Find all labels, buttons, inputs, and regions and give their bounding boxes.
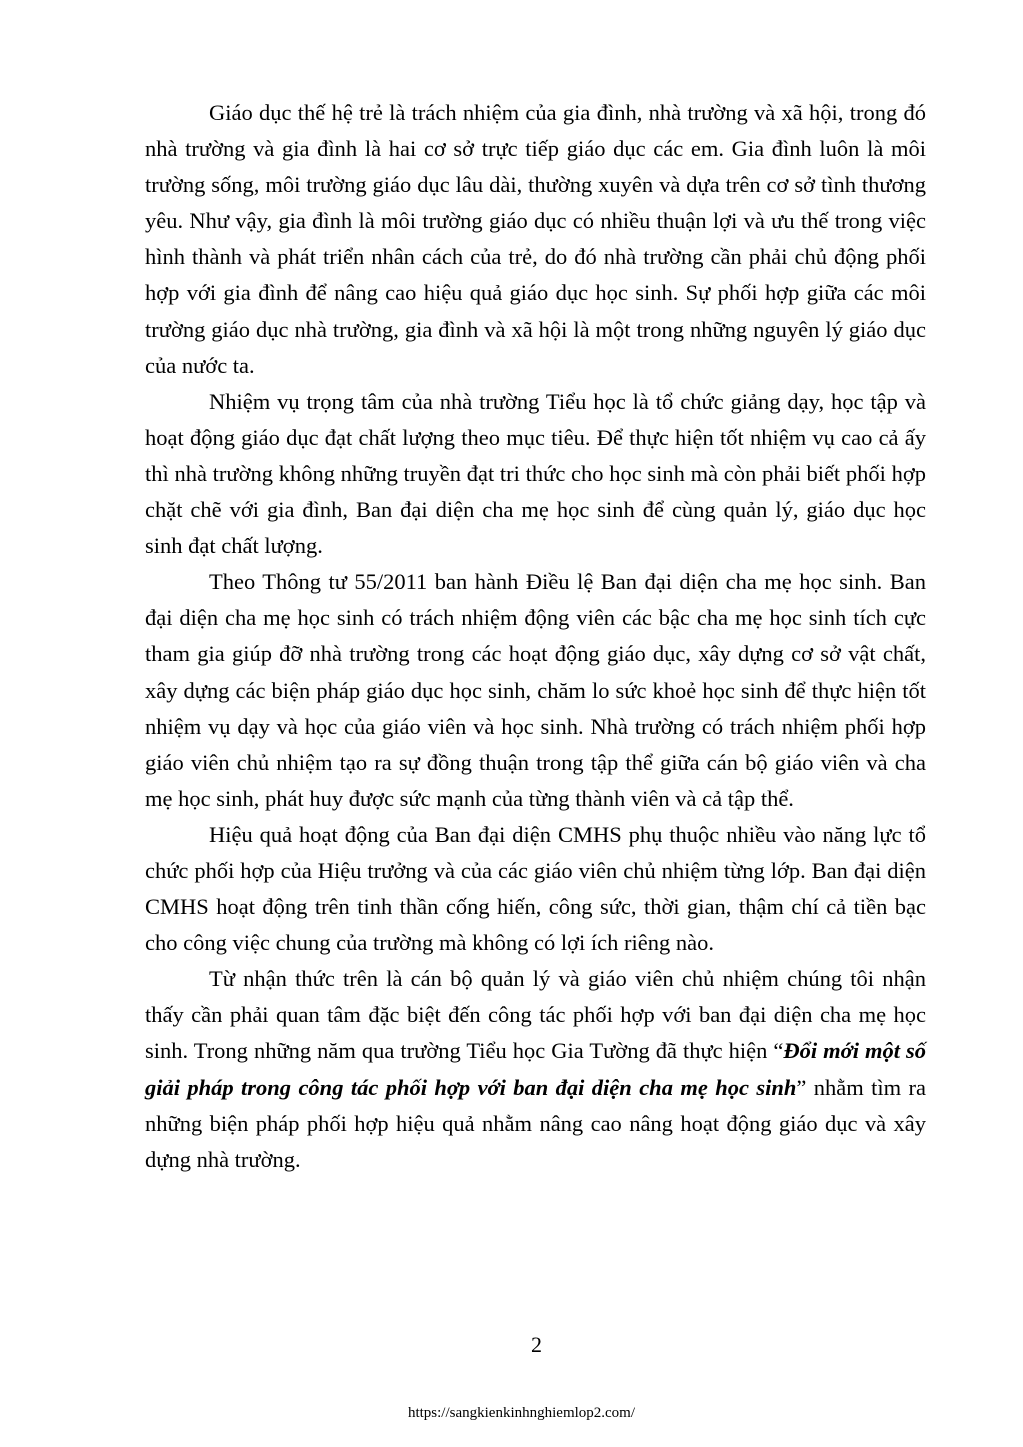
footer-url-link[interactable]: https://sangkienkinhnghiemlop2.com/ [407, 1405, 636, 1421]
paragraph-1: Giáo dục thế hệ trẻ là trách nhiệm của gia đình, nhà trường và xã hội, trong đó nhà trường và gia đình là hai cơ sở trực tiếp giáo dục các em. Gia đình luôn là môi trường sống, môi trường giáo dục lâu dài, thường xuyên và dựa trên cơ sở tình thương yêu. Như vậy, gia đình là môi trường giáo dục có nhiều thuận lợi và ưu thế trong việc hình thành và phát triển nhân cách của trẻ, do đó nhà trường cần phải chủ động phối hợp với gia đình để nâng cao hiệu quả giáo dục học sinh. Sự phối hợp giữa các môi trường giáo dục nhà trường, gia đình và xã hội là một trong những nguyên lý giáo dục của nước ta. [145, 100, 926, 378]
page-number: 2 [531, 1332, 542, 1357]
document-body [145, 95, 926, 1178]
paragraph-5-emphasis-title: Đổi mới một số giải pháp trong công tác phối hợp với ban đại diện cha mẹ học sinh [145, 1038, 926, 1100]
paragraph-4: Hiệu quả hoạt động của Ban đại diện CMHS phụ thuộc nhiều vào năng lực tổ chức phối hợp của Hiệu trưởng và của các giáo viên chủ nhiệm từng lớp. Ban đại diện CMHS hoạt động trên tinh thần cống hiến, công sức, thời gian, thậm chí cả tiền bạc cho công việc chung của trường mà không có lợi ích riêng nào. [145, 821, 926, 956]
paragraph-2: Nhiệm vụ trọng tâm của nhà trường Tiểu học là tổ chức giảng dạy, học tập và hoạt động giáo dục đạt chất lượng theo mục tiêu. Để thực hiện tốt nhiệm vụ cao cả ấy thì nhà trường không những truyền đạt tri thức cho học sinh mà còn phải biết phối hợp chặt chẽ với gia đình, Ban đại diện cha mẹ học sinh để cùng quản lý, giáo dục học sinh đạt chất lượng. [145, 388, 926, 559]
paragraph-3: Theo Thông tư 55/2011 ban hành Điều lệ Ban đại diện cha mẹ học sinh. Ban đại diện cha mẹ học sinh có trách nhiệm động viên các bậc cha mẹ học sinh tích cực tham gia giúp đỡ nhà trường trong các hoạt động giáo dục, xây dựng cơ sở vật chất, xây dựng các biện pháp giáo dục học sinh, chăm lo sức khoẻ học sinh để thực hiện tốt nhiệm vụ dạy và học của giáo viên và học sinh. Nhà trường có trách nhiệm phối hợp giáo viên chủ nhiệm tạo ra sự đồng thuận trong tập thể giữa cán bộ giáo viên và cha mẹ học sinh, phát huy được sức mạnh của từng thành viên và cả tập thể. [145, 569, 926, 811]
paragraph-5 [145, 961, 926, 1178]
paragraph-5-conclusion: ” nhằm tìm ra những biện pháp phối hợp hiệu quả nhằm nâng cao nâng hoạt động giáo dục và xây dựng nhà trường. [145, 1074, 926, 1172]
paragraph-5-intro: Từ nhận thức trên là cán bộ quản lý và giáo viên chủ nhiệm chúng tôi nhận thấy cần phải quan tâm đặc biệt đến công tác phối hợp với ban đại diện cha mẹ học sinh. Trong những năm qua trường Tiểu học Gia Tường đã thực hiện “ [145, 966, 926, 1064]
